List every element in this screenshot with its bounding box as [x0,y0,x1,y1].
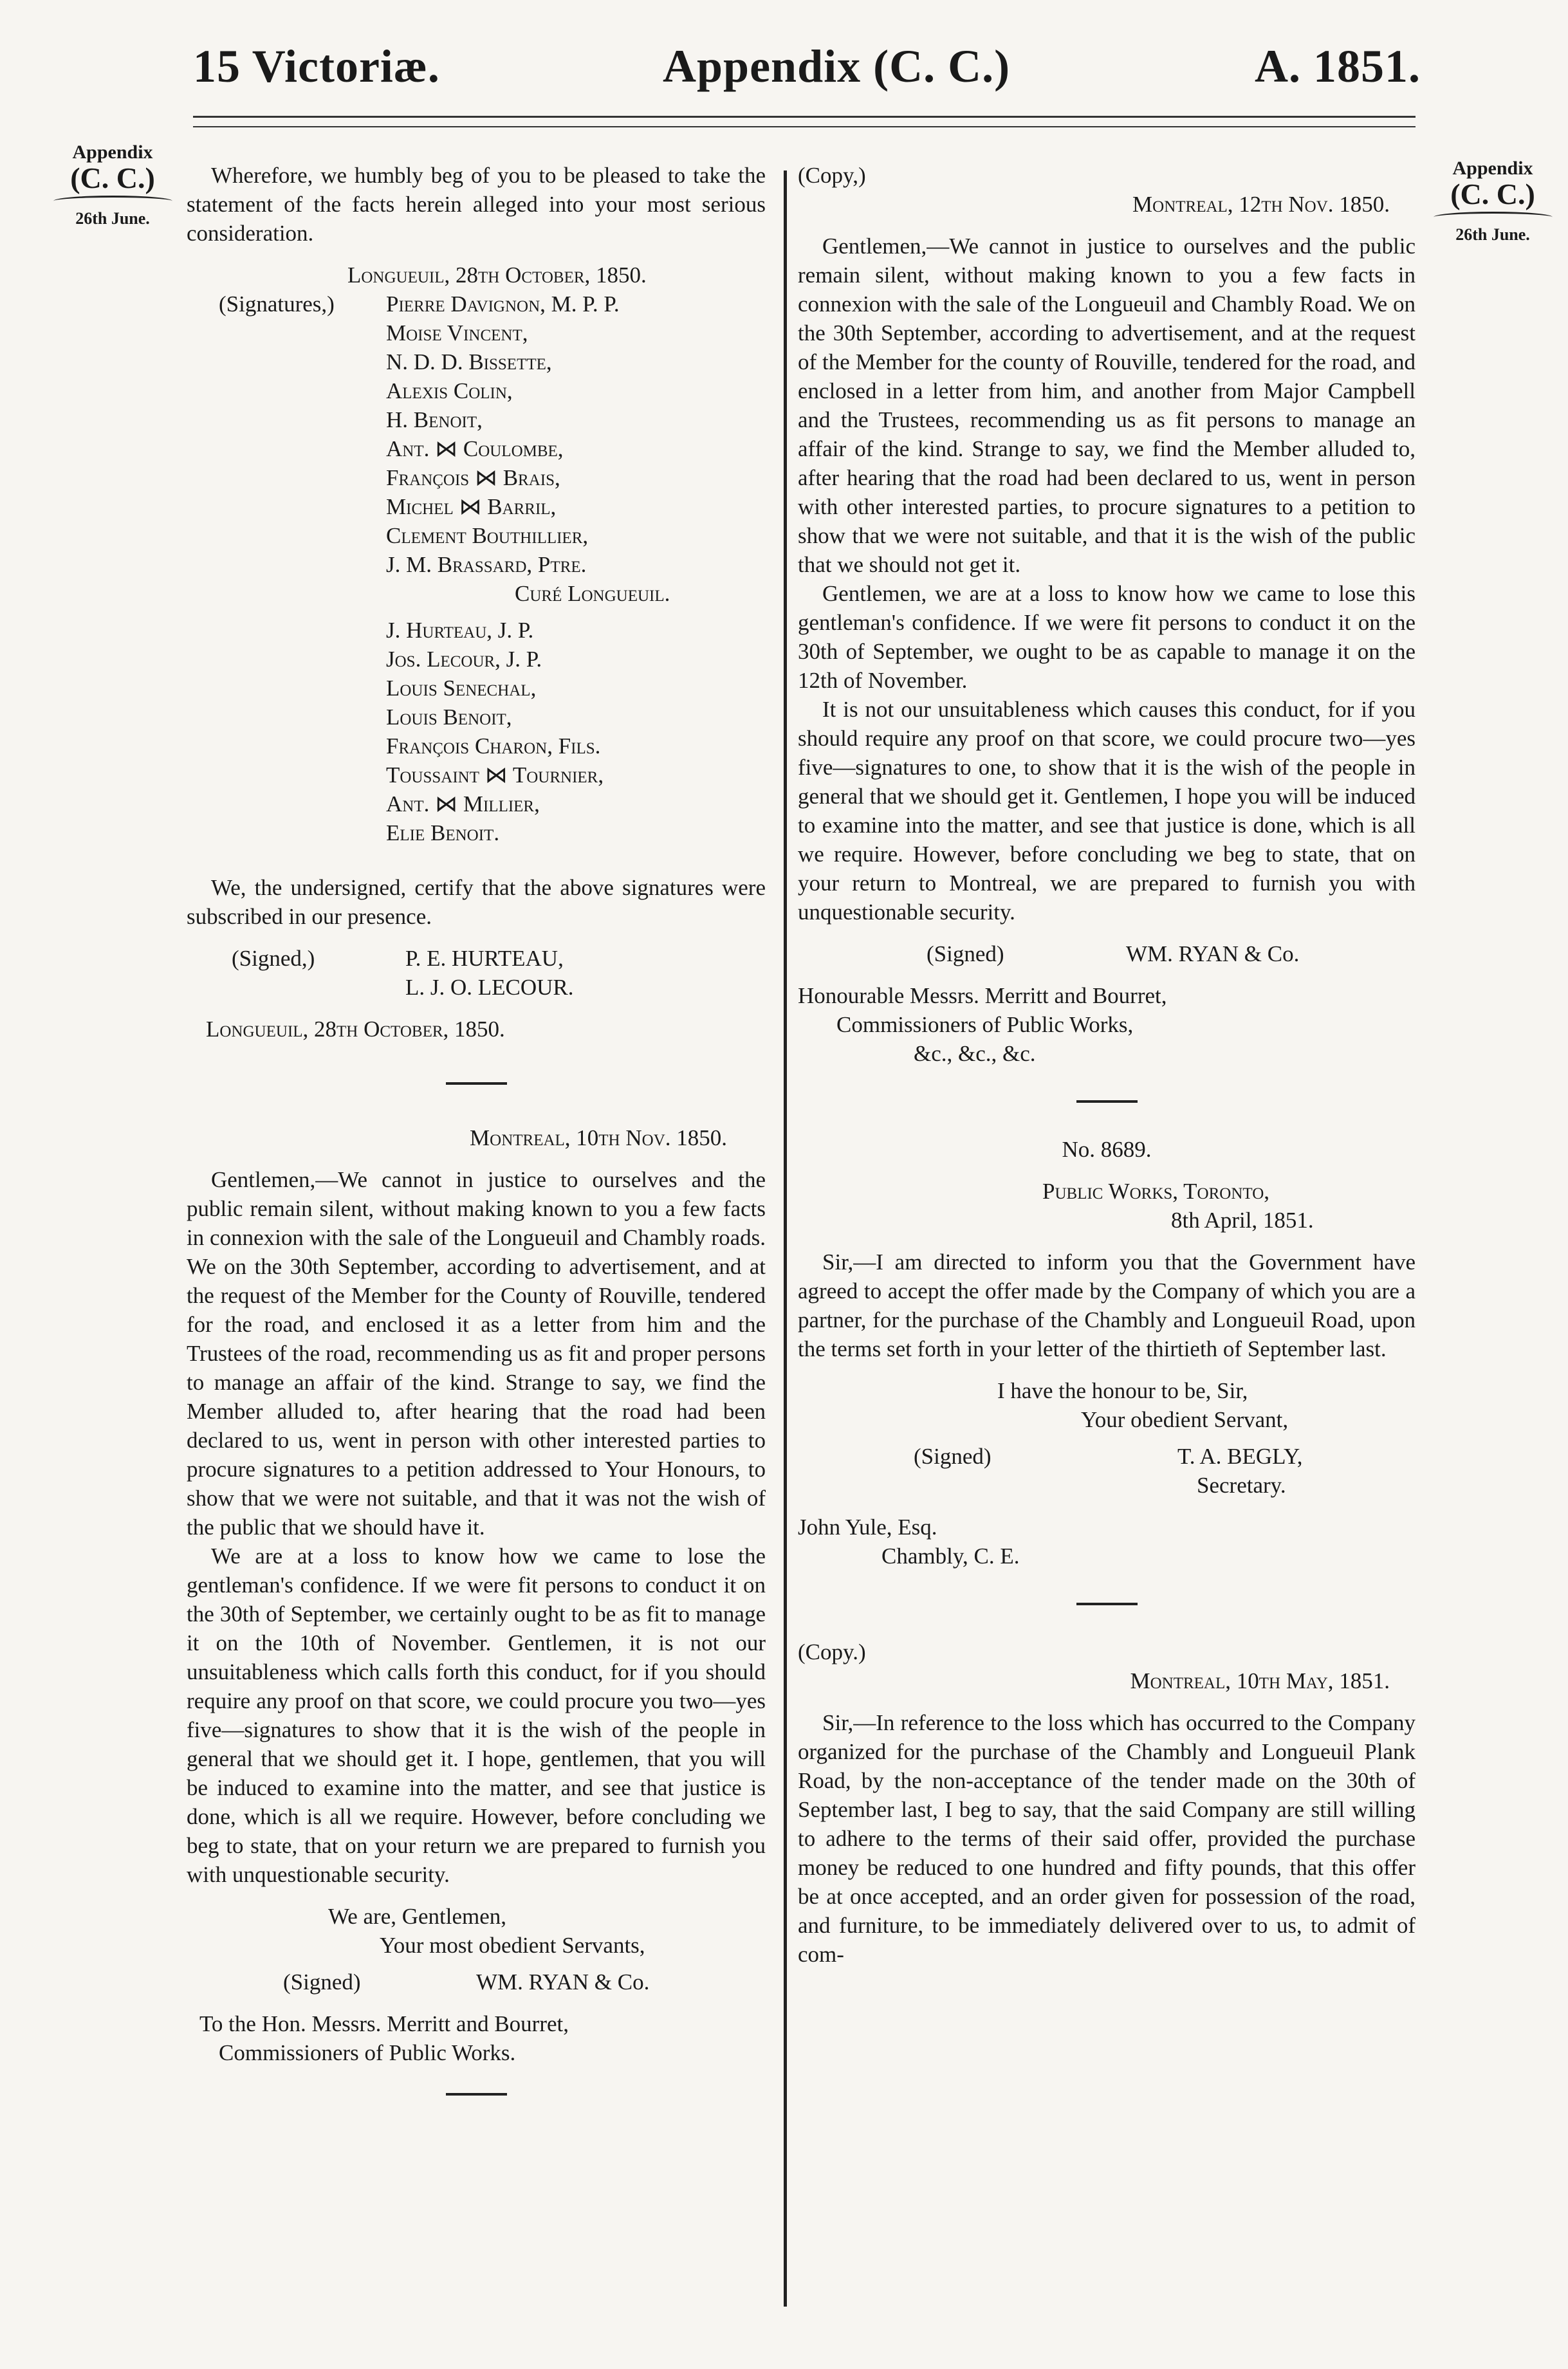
addressee-line: &c., &c., &c. [914,1041,1036,1066]
signer-name: WM. RYAN & Co. [1126,941,1300,966]
signatory: Ant. ⋈ Millier, [386,791,540,816]
signed-label: (Signed) [927,941,1004,966]
addressee-line: John Yule, Esq. [798,1515,937,1540]
place-date: Longueuil, 28th October, 1850. [206,1017,505,1042]
letter-closing: Your obedient Servant, [1081,1407,1289,1432]
signatory: Jos. Lecour, J. P. [386,647,542,672]
letter-paragraph: Gentlemen, we are at a loss to know how we came to lose this gentleman's confidence. If we were fit persons to conduct it on the 30th of September, we ought to be as capable to manage it on the 12th of November. [798,581,1416,693]
margin-note-cc: (C. C.) [70,161,155,194]
witness-name: P. E. HURTEAU, [405,946,564,971]
header-rule-top [193,116,1416,118]
signatory: Louis Senechal, [386,676,537,701]
letter-paragraph: We are at a loss to know how we came to lose the gentleman's confidence. If we were fit persons to conduct it on the 30th of September, we certainly ought to be as fit to manage it on the 10th of November. Gentlemen, it is not our unsuitableness which calls forth this conduct, for if you should require any proof on that score, we could procure you two—yes five—signatures to show that it is the wish of the people in general that we should get it. I hope, gentlemen, that you will be induced to examine into the matter, and see that justice is done, which is all we require. However, before concluding we beg to state, that on your return we are prepared to furnish you with unquestionable security. [187,1544,766,1887]
letter-signature [187,1968,766,1996]
signatory: François ⋈ Brais, [386,465,560,490]
signatory: Michel ⋈ Barril, [386,494,557,519]
margin-note-title: Appendix [1452,158,1533,179]
section-divider [1076,1603,1138,1605]
margin-brace [53,196,172,207]
margin-note-date: 26th June. [1455,225,1530,244]
copy-label: (Copy,) [798,163,866,188]
signature-block [187,290,766,847]
letter-closing: We are, Gentlemen, [328,1904,507,1929]
addressee-line: Commissioners of Public Works, [836,1012,1134,1037]
addressee-line: Commissioners of Public Works. [219,2040,516,2065]
signatory: Elie Benoit. [386,820,500,845]
signer-name: WM. RYAN & Co. [476,1969,650,1995]
header-rule-bottom [193,126,1416,127]
letter-paragraph: Gentlemen,—We cannot in justice to ourselves and the public remain silent, without making known to you a few facts in connexion with the sale of the Longueuil and Chambly roads. We on the 30th September, according to advertisement, and at the request of the Member for the County of Rouville, tendered for the road, and enclosed it as a letter from him and the Trustees of the road, recommending us as fit and proper persons to manage an affair of the kind. Strange to say, we find the Member alluded to, after hearing that the road had been declared to us, went in person with other interested parties to procure signatures to a petition addressed to Your Honours, to show that we were not suitable, and that it was not the wish of the public that we should have it. [187,1167,766,1540]
copy-label: (Copy.) [798,1639,866,1664]
margin-note-left [39,142,187,228]
letter-number: No. 8689. [1062,1137,1152,1162]
petition-closing-paragraph: Wherefore, we humbly beg of you to be pleased to take the statement of the facts herein alleged into your most serious consideration. [187,163,766,246]
signed-label: (Signed) [914,1444,992,1469]
letter-signature [798,939,1416,968]
letter-date: Montreal, 10th Nov. 1850. [470,1125,727,1150]
letter-paragraph: Gentlemen,—We cannot in justice to ourselves and the public remain silent, without making known to you a few facts in connexion with the sale of the Longueuil and Chambly Road. We on the 30th September, according to advertisement, and at the request of the Member for the county of Rouville, tendered for the road, and enclosed in a letter from him, and another from Major Campbell and the Trustees, recommending us as fit persons to manage an affair of the kind. Strange to say, we find the Member alluded to, after hearing that the road had been declared to us, went in person with other interested parties, to procure signatures to a petition to show that we were not suitable, and that it is the wish of the public that we should not get it. [798,234,1416,577]
right-column [798,161,1416,1969]
signed-label: (Signed,) [232,946,315,971]
signatory: J. M. Brassard, Ptre. [386,552,587,577]
letter-closing: Your most obedient Servants, [380,1933,645,1958]
signer-title: Secretary. [1197,1473,1286,1498]
signatory: François Charon, Fils. [386,733,601,759]
letter-place: Public Works, Toronto, [1042,1179,1270,1204]
addressee-line: Honourable Messrs. Merritt and Bourret, [798,983,1167,1008]
place-date: Longueuil, 28th October, 1850. [347,263,647,288]
signer-name: T. A. BEGLY, [1177,1444,1303,1469]
signatory: Clement Bouthillier, [386,523,589,548]
margin-note-cc: (C. C.) [1450,178,1535,210]
section-divider [1076,1100,1138,1103]
margin-note-date: 26th June. [75,209,150,228]
addressee-line: Chambly, C. E. [881,1544,1020,1569]
header-session: 15 Victoriæ. [193,41,440,92]
column-separator [784,171,787,2307]
signatory: Toussaint ⋈ Tournier, [386,762,604,788]
signatory: Moise Vincent, [386,320,528,346]
margin-note-right [1425,158,1560,244]
header-appendix-title: Appendix (C. C.) [663,41,1011,92]
left-column [187,161,766,2134]
signatory: Ant. ⋈ Coulombe, [386,436,564,461]
section-divider [446,2093,507,2096]
margin-note-title: Appendix [72,142,153,163]
letter-signature [798,1442,1416,1471]
signatory: N. D. D. Bissette, [386,349,552,374]
addressee-line: To the Hon. Messrs. Merritt and Bourret, [199,2011,569,2036]
signatures-label: (Signatures,) [219,291,335,317]
margin-brace [1434,212,1553,223]
letter-date: 8th April, 1851. [1171,1208,1314,1233]
letter-closing: I have the honour to be, Sir, [997,1378,1248,1403]
letter-date: Montreal, 12th Nov. 1850. [1132,192,1390,217]
signatory: Pierre Davignon, M. P. P. [386,291,620,317]
certification-paragraph: We, the undersigned, certify that the above signatures were subscribed in our presence. [187,875,766,929]
signatory: Louis Benoit, [386,705,512,730]
signed-label: (Signed) [283,1969,361,1995]
witness-block [187,944,766,1002]
signatory: Alexis Colin, [386,378,513,403]
witness-name: L. J. O. LECOUR. [405,975,574,1000]
signatory: J. Hurteau, J. P. [386,618,534,643]
letter-paragraph: Sir,—I am directed to inform you that the Government have agreed to accept the offer made by the Company of which you are a partner, for the purchase of the Chambly and Longueuil Road, upon the terms set forth in your letter of the thirtieth of September last. [798,1249,1416,1361]
signatory-list [386,290,670,847]
letter-date: Montreal, 10th May, 1851. [1130,1668,1390,1693]
letter-paragraph: It is not our unsuitableness which causes this conduct, for if you should require any proof on that score, we could procure two—yes five—signatures to one, to show that it is the wish of the people in general that we should get it. Gentlemen, I hope you will be induced to examine into the matter, and see that justice is done, which is all we require. However, before concluding we beg to state, that on your return to Montreal, we are prepared to furnish you with unquestionable security. [798,697,1416,925]
section-divider [446,1082,507,1085]
signatory: Curé Longueuil. [515,581,670,606]
header-year: A. 1851. [1255,41,1421,92]
letter-paragraph: Sir,—In reference to the loss which has occurred to the Company organized for the purchase of the Chambly and Longueuil Plank Road, by the non-acceptance of the tender made on the 30th of September last, I beg to say, that the said Company are still willing to adhere to the terms of their said offer, provided the purchase money be reduced to one hundred and fifty pounds, that this offer be at once accepted, and an order given for possession of the road, and furniture, to be immediately delivered over to us, to admit of com- [798,1710,1416,1967]
signatory: H. Benoit, [386,407,483,432]
